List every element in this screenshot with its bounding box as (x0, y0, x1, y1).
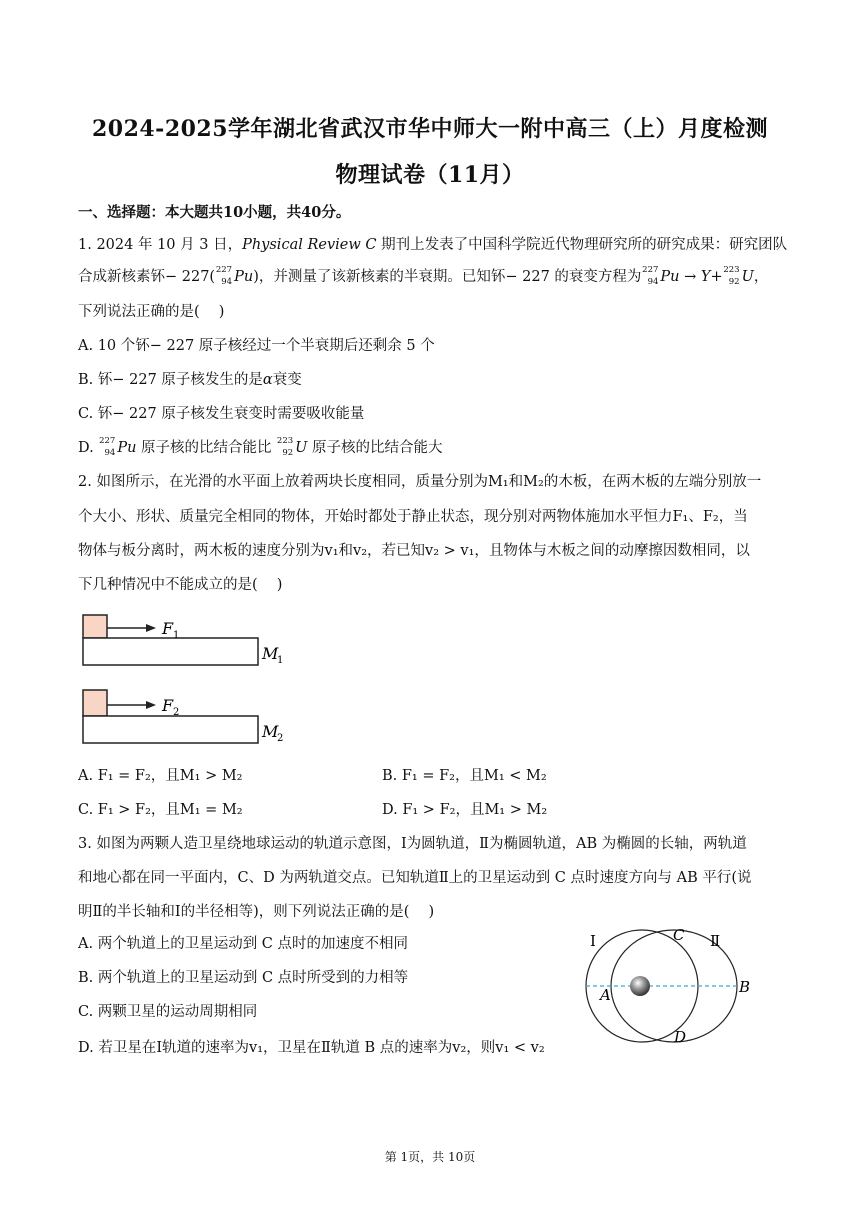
svg-text:Ⅰ: Ⅰ (590, 932, 596, 950)
svg-text:C: C (673, 926, 685, 944)
pu-nuclide-notation: 227 94 (215, 265, 233, 287)
q1-line1: 1. 2024 年 10 月 3 日，Physical Review C 期刊上发表了中国科学院近代物理研究所的研究成果：研究团队 (78, 237, 788, 253)
block-2 (83, 690, 107, 716)
svg-text:M: M (262, 644, 279, 663)
page-footer: 第 1页，共 10页 (384, 1150, 476, 1164)
block-1 (83, 615, 107, 638)
u-nuclide-notation: 223 92 (723, 265, 740, 287)
q2-line2: 个大小、形状、质量完全相同的物体，开始时都处于静止状态，现分别对两物体施加水平恒力F₁、F₂，当 (78, 509, 748, 525)
svg-text:A: A (600, 986, 611, 1004)
earth-icon (630, 976, 650, 996)
svg-text:2: 2 (277, 733, 284, 744)
q3-option-d: D. 若卫星在Ⅰ轨道的速率为v₁，卫星在Ⅱ轨道 B 点的速率为v₂，则v₁ < v₂ (78, 1040, 545, 1056)
q3-line2: 和地心都在同一平面内，C、D 为两轨道交点。已知轨道Ⅱ上的卫星运动到 C 点时速度方向与 AB 平行(说 (78, 870, 752, 886)
q1-line2: 合成新核素钚− 227( 227 94 Pu)，并测量了该新核素的半衰期。已知钚− 227 的衰变方程为 227 94 Pu → Y+ 223 92 U， (78, 265, 769, 287)
q2-line3: 物体与板分离时，两木板的速度分别为v₁和v₂，若已知v₂ > v₁，且物体与木板之间的动摩擦因数相同，以 (78, 543, 750, 559)
q3-line3: 明Ⅱ的半长轴和Ⅰ的半径相等)，则下列说法正确的是( ) (78, 904, 435, 920)
board-m1 (83, 638, 258, 665)
q3-option-b: B. 两个轨道上的卫星运动到 C 点时所受到的力相等 (78, 970, 409, 986)
section-heading: 一、选择题：本大题共10小题，共40分。 (78, 204, 351, 221)
arrow-f1-icon (146, 624, 156, 632)
q1-line3: 下列说法正确的是( ) (78, 304, 225, 320)
svg-text:B: B (739, 978, 751, 996)
q3-option-a: A. 两个轨道上的卫星运动到 C 点时的加速度不相同 (78, 936, 409, 952)
q1-option-b: B. 钚− 227 原子核发生的是α衰变 (78, 372, 302, 388)
q2-option-a: A. F₁ = F₂，且M₁ > M₂ (78, 768, 243, 784)
svg-text:D: D (674, 1028, 687, 1046)
q2-option-c: C. F₁ > F₂，且M₁ = M₂ (78, 802, 243, 818)
q3-line1: 3. 如图为两颗人造卫星绕地球运动的轨道示意图，Ⅰ为圆轨道，Ⅱ为椭圆轨道，AB 为椭圆的长轴，两轨道 (78, 836, 747, 852)
svg-text:1: 1 (277, 655, 284, 666)
q2-board-figure (78, 610, 298, 750)
board-m2 (83, 716, 258, 743)
svg-text:2: 2 (173, 707, 180, 718)
q1-option-c: C. 钚− 227 原子核发生衰变时需要吸收能量 (78, 406, 365, 422)
svg-text:1: 1 (173, 630, 180, 641)
page-title: 2024-2025学年湖北省武汉市华中师大一附中高三（上）月度检测 (91, 116, 769, 142)
q1-option-a: A. 10 个钚− 227 原子核经过一个半衰期后还剩余 5 个 (78, 338, 435, 354)
page-subtitle: 物理试卷（11月） (335, 162, 525, 188)
q2-option-d: D. F₁ > F₂，且M₁ > M₂ (382, 802, 548, 818)
q3-orbit-figure (582, 924, 762, 1050)
q2-line4: 下几种情况中不能成立的是( ) (78, 577, 283, 593)
q1-option-d: D. 227 94 Pu 原子核的比结合能比 223 92 U 原子核的比结合能大 (78, 436, 443, 458)
arrow-f2-icon (146, 701, 156, 709)
q2-line1: 2. 如图所示，在光滑的水平面上放着两块长度相同，质量分别为M₁和M₂的木板，在两木板的左端分别放一 (78, 474, 762, 490)
svg-text:M: M (262, 722, 279, 741)
svg-text:F: F (162, 619, 174, 638)
q2-option-b: B. F₁ = F₂，且M₁ < M₂ (382, 768, 547, 784)
q3-option-c: C. 两颗卫星的运动周期相同 (78, 1004, 258, 1020)
svg-text:F: F (162, 696, 174, 715)
svg-text:Ⅱ: Ⅱ (710, 932, 721, 950)
